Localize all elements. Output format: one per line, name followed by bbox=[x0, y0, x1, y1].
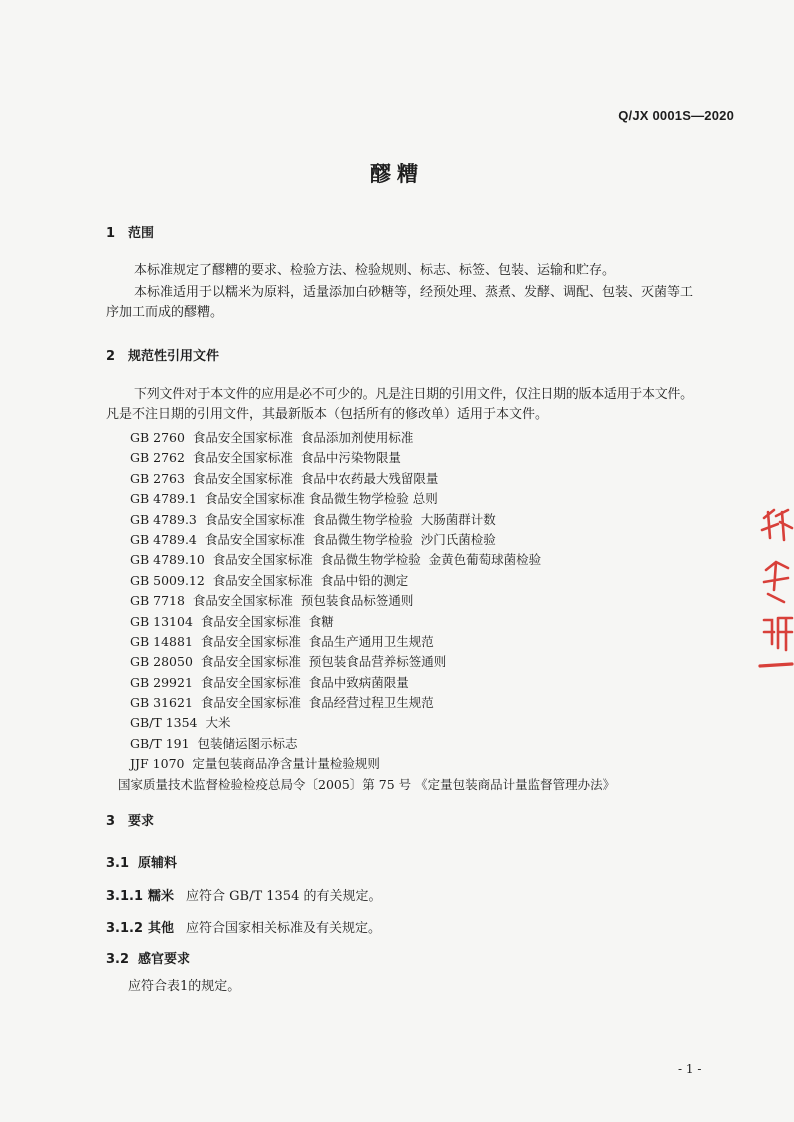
document-title: 醪糟 bbox=[370, 162, 424, 186]
subsection-title: 糯米 bbox=[148, 889, 175, 904]
section-title: 规范性引用文件 bbox=[128, 349, 220, 364]
scope-paragraph-1: 本标准规定了醪糟的要求、检验方法、检验规则、标志、标签、包装、运输和贮存。 bbox=[134, 263, 616, 278]
subsection-title: 感官要求 bbox=[138, 952, 191, 967]
reference-item: GB 4789.3 食品安全国家标准 食品微生物学检验 大肠菌群计数 bbox=[130, 511, 496, 527]
reference-item: GB 29921 食品安全国家标准 食品中致病菌限量 bbox=[130, 674, 409, 690]
normative-references-list bbox=[118, 428, 616, 795]
reference-item: JJF 1070 定量包装商品净含量计量检验规则 bbox=[130, 756, 380, 772]
subsection-number: 3.1.2 bbox=[106, 921, 144, 936]
section-number: 2 bbox=[106, 349, 116, 364]
reference-item: GB 2760 食品安全国家标准 食品添加剂使用标准 bbox=[130, 430, 414, 445]
subsection-3-1-1 bbox=[106, 885, 382, 904]
subsection-title: 原辅料 bbox=[138, 856, 178, 871]
reference-item: GB 2762 食品安全国家标准 食品中污染物限量 bbox=[130, 450, 401, 466]
section-2-heading bbox=[106, 345, 219, 364]
reference-item: GB 4789.1 食品安全国家标准 食品微生物学检验 总则 bbox=[130, 491, 438, 507]
section-number: 3 bbox=[106, 814, 116, 829]
scope-paragraph-2-line-1: 本标准适用于以糯米为原料，适量添加白砂糖等，经预处理、蒸煮、发酵、调配、包装、灭菌等工 bbox=[134, 285, 694, 300]
reference-item: 国家质量技术监督检验检疫总局令〔2005〕第 75 号 《定量包装商品计量监督管理办法》 bbox=[118, 776, 616, 792]
reference-item: GB 28050 食品安全国家标准 预包装食品营养标签通则 bbox=[130, 654, 447, 670]
red-seal-stamp bbox=[758, 498, 794, 674]
reference-item: GB 2763 食品安全国家标准 食品中农药最大残留限量 bbox=[130, 470, 439, 486]
standard-code: Q/JX 0001S—2020 bbox=[618, 108, 734, 123]
reference-item: GB 14881 食品安全国家标准 食品生产通用卫生规范 bbox=[130, 633, 434, 649]
reference-item: GB/T 1354 大米 bbox=[130, 715, 231, 731]
section-title: 范围 bbox=[128, 226, 155, 241]
reference-item: GB 5009.12 食品安全国家标准 食品中铅的测定 bbox=[130, 572, 409, 588]
reference-item: GB/T 191 包装储运图示标志 bbox=[130, 735, 298, 751]
reference-item: GB 13104 食品安全国家标准 食糖 bbox=[130, 613, 334, 629]
subsection-3-1-2 bbox=[106, 917, 381, 936]
reference-item: GB 4789.10 食品安全国家标准 食品微生物学检验 金黄色葡萄球菌检验 bbox=[130, 552, 542, 568]
section-number: 1 bbox=[106, 226, 116, 241]
reference-item: GB 7718 食品安全国家标准 预包装食品标签通则 bbox=[130, 593, 414, 609]
subsection-number: 3.2 bbox=[106, 952, 130, 967]
sensory-requirement-text: 应符合表1的规定。 bbox=[128, 979, 241, 994]
subsection-3-1 bbox=[106, 852, 177, 871]
section-1-heading bbox=[106, 222, 154, 241]
refs-intro-line-1: 下列文件对于本文件的应用是必不可少的。凡是注日期的引用文件，仅注日期的版本适用于本文件。 bbox=[134, 387, 693, 402]
subsection-text: 应符合国家相关标准及有关规定。 bbox=[186, 921, 382, 936]
refs-intro-line-2: 凡是不注日期的引用文件，其最新版本（包括所有的修改单）适用于本文件。 bbox=[106, 407, 549, 422]
reference-item: GB 31621 食品安全国家标准 食品经营过程卫生规范 bbox=[130, 695, 434, 711]
page-number: - 1 - bbox=[678, 1062, 702, 1076]
reference-item: GB 4789.4 食品安全国家标准 食品微生物学检验 沙门氏菌检验 bbox=[130, 531, 496, 547]
subsection-number: 3.1 bbox=[106, 856, 130, 871]
subsection-number: 3.1.1 bbox=[106, 889, 144, 904]
section-3-heading bbox=[106, 810, 154, 829]
subsection-text: 应符合 GB/T 1354 的有关规定。 bbox=[186, 889, 382, 904]
subsection-title: 其他 bbox=[148, 921, 175, 936]
subsection-3-2 bbox=[106, 948, 190, 967]
section-title: 要求 bbox=[128, 814, 155, 829]
scope-paragraph-2-line-2: 序加工而成的醪糟。 bbox=[106, 305, 224, 320]
